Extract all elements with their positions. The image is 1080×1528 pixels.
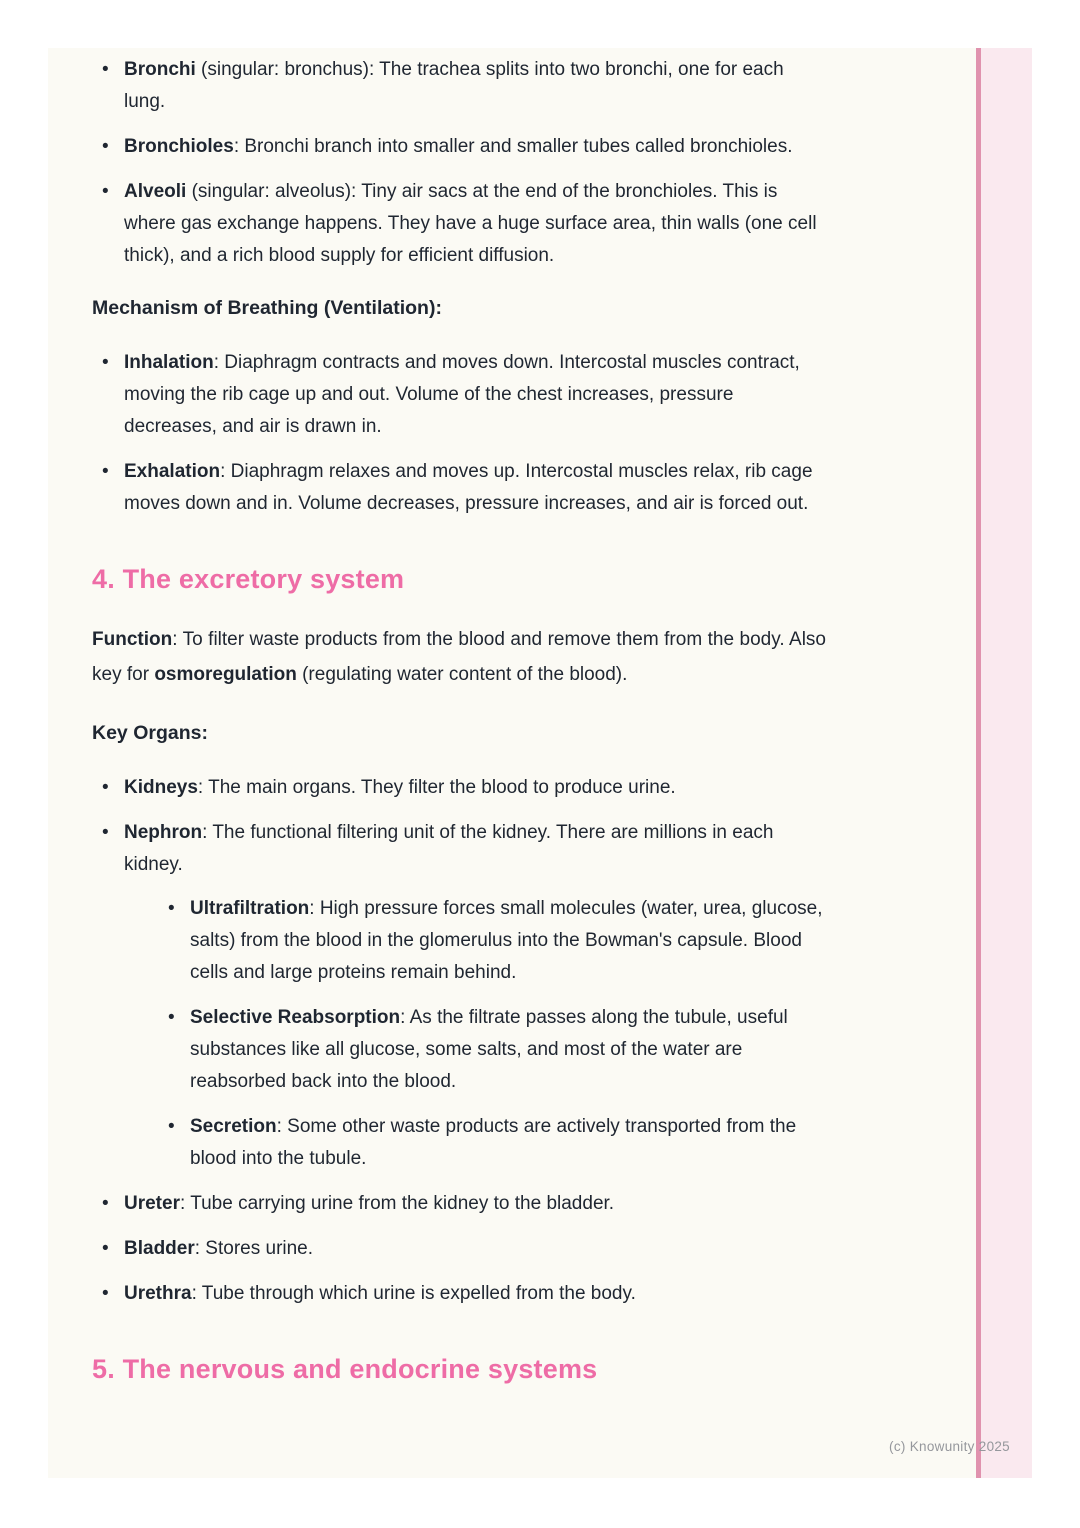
text-inhalation: : Diaphragm contracts and moves down. Intercostal muscles contract, moving the rib cage up and out. Volume of the chest increases, pressure decreases, and air is drawn in. [124,352,800,437]
list-item-inhalation [92,347,826,443]
text-kidneys: : The main organs. They filter the blood to produce urine. [197,777,676,798]
right-margin-band [981,48,1032,1478]
text-bronchioles: : Bronchi branch into smaller and smaller tubes called bronchioles. [233,136,793,157]
term-nephron: Nephron [124,822,203,843]
term-osmoregulation: osmoregulation [154,664,297,685]
text-nephron: : The functional filtering unit of the kidney. There are millions in each kidney. [124,822,774,875]
key-organs-heading: Key Organs: [92,722,208,744]
term-bronchioles: Bronchioles [124,136,234,157]
list-item-secretion [158,1111,826,1175]
term-ultrafiltration: Ultrafiltration [190,898,310,919]
term-bladder: Bladder [124,1238,195,1259]
term-exhalation: Exhalation [124,461,221,482]
term-inhalation: Inhalation [124,352,214,373]
list-item-bronchioles [92,131,826,163]
text-alveoli: (singular: alveolus): Tiny air sacs at the end of the bronchioles. This is where gas exchange happens. They have a huge surface area, thin walls (one cell thick), and a rich blood supply for efficient diffusion. [124,181,817,266]
text-bladder: : Stores urine. [194,1238,314,1259]
list-item-nephron [92,817,826,1175]
list-item-exhalation [92,456,826,520]
list-item-ultrafiltration [158,893,826,989]
function-text-2: (regulating water content of the blood). [296,664,628,685]
text-urethra: : Tube through which urine is expelled from the body. [191,1283,636,1304]
breathing-mechanism-list [92,347,826,520]
function-text-1: : To filter waste products from the blood and remove them from the body. Also key for [92,629,826,685]
term-kidneys: Kidneys [124,777,198,798]
text-ultrafiltration: : High pressure forces small molecules (water, urea, glucose, salts) from the blood in the glomerulus into the Bowman's capsule. Blood cells and large proteins remain behind. [190,898,823,983]
term-alveoli: Alveoli [124,181,187,202]
term-selective-reabsorption: Selective Reabsorption [190,1007,401,1028]
respiratory-structures-list [92,54,826,272]
nephron-processes-list [158,893,826,1175]
term-secretion: Secretion [190,1116,277,1137]
page-content [92,48,826,1412]
list-item-urethra [92,1278,826,1310]
text-bronchi: (singular: bronchus): The trachea splits into two bronchi, one for each lung. [124,59,784,112]
text-ureter: : Tube carrying urine from the kidney to the bladder. [179,1193,615,1214]
list-item-bladder [92,1233,826,1265]
copyright-watermark: (c) Knowunity 2025 [889,1439,1010,1454]
term-ureter: Ureter [124,1193,180,1214]
section-heading-excretory-system: 4. The excretory system [92,564,405,594]
term-bronchi: Bronchi [124,59,196,80]
list-item-kidneys [92,772,826,804]
text-secretion: : Some other waste products are actively transported from the blood into the tubule. [190,1116,797,1169]
term-urethra: Urethra [124,1283,192,1304]
term-function: Function [92,629,173,650]
text-selective-reabsorption: : As the filtrate passes along the tubule, useful substances like all glucose, some salts, and most of the water are reabsorbed back into the blood. [190,1007,788,1092]
list-item-ureter [92,1188,826,1220]
section-heading-nervous-endocrine-systems: 5. The nervous and endocrine systems [92,1354,598,1384]
excretory-function-paragraph [92,622,826,692]
text-exhalation: : Diaphragm relaxes and moves up. Intercostal muscles relax, rib cage moves down and in. Volume decreases, pressure increases, and air is forced out. [124,461,813,514]
list-item-bronchi [92,54,826,118]
mechanism-of-breathing-heading: Mechanism of Breathing (Ventilation): [92,297,442,319]
key-organs-list [92,772,826,1310]
list-item-selective-reabsorption [158,1002,826,1098]
list-item-alveoli [92,176,826,272]
